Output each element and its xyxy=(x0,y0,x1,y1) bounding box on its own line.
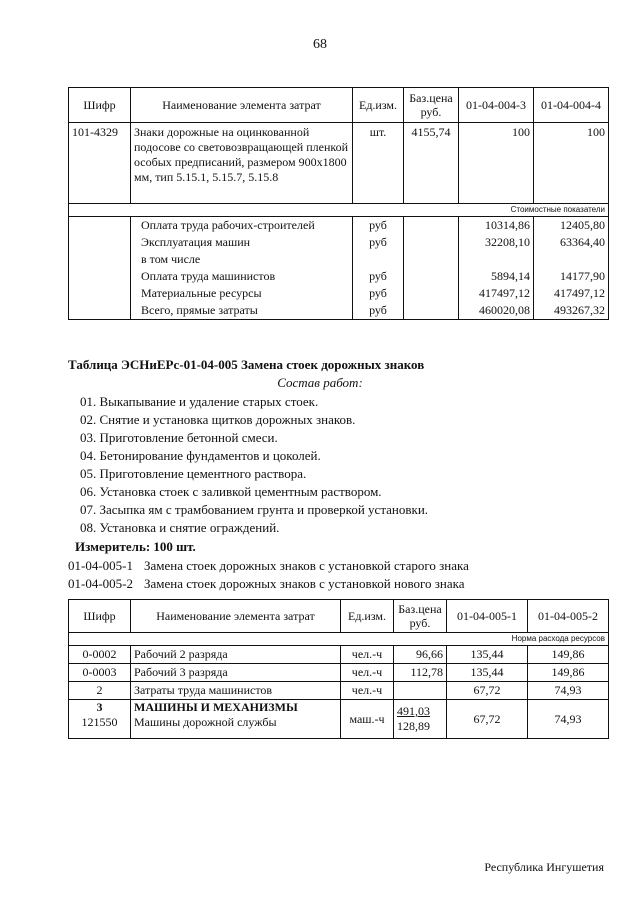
header-unit: Ед.изм. xyxy=(341,600,394,633)
machine-name: Машины дорожной службы xyxy=(134,715,277,729)
machine-value-2: 74,93 xyxy=(528,700,609,739)
row-value-1: 135,44 xyxy=(447,646,528,664)
footer-region: Республика Ингушетия xyxy=(484,860,604,874)
list-item: 04. Бетонирование фундаментов и цоколей. xyxy=(80,448,321,463)
table-row xyxy=(69,646,609,664)
cost-row-name: в том числе xyxy=(131,251,353,268)
row-name: Рабочий 2 разряда xyxy=(131,646,341,664)
header-name: Наименование элемента затрат xyxy=(131,88,353,123)
cost-row-name: Материальные ресурсы xyxy=(131,285,353,302)
cost-row-value-1: 10314,86 xyxy=(459,217,534,235)
list-item: 06. Установка стоек с заливкой цементным раствором. xyxy=(80,484,382,499)
cost-row-value-2: 493267,32 xyxy=(534,302,609,320)
table-row xyxy=(69,285,609,302)
header-code: Шифр xyxy=(69,600,131,633)
cost-row-value-2 xyxy=(534,251,609,268)
cost-row-name: Оплата труда машинистов xyxy=(131,268,353,285)
cost-row-value-2: 63364,40 xyxy=(534,234,609,251)
header-price: Баз.цена руб. xyxy=(404,88,459,123)
row-name: Рабочий 3 разряда xyxy=(131,664,341,682)
row-code: 0-0002 xyxy=(69,646,131,664)
cost-row-unit: руб xyxy=(353,217,404,235)
table-header-row xyxy=(69,88,609,123)
row-value-2: 149,86 xyxy=(528,664,609,682)
machine-unit: маш.-ч xyxy=(341,700,394,739)
item-unit: шт. xyxy=(353,123,404,204)
row-price xyxy=(394,682,447,700)
list-item: 08. Установка и снятие ограждений. xyxy=(80,520,280,535)
table-row xyxy=(69,217,609,235)
cost-row-value-2: 417497,12 xyxy=(534,285,609,302)
machine-section-code: 3 xyxy=(96,700,103,714)
cost-row-unit: руб xyxy=(353,234,404,251)
list-item: 01. Выкапывание и удаление старых стоек. xyxy=(80,394,319,409)
row-value-1: 135,44 xyxy=(447,664,528,682)
list-item: 02. Снятие и установка щитков дорожных знаков. xyxy=(80,412,356,427)
cost-row-value-1: 32208,10 xyxy=(459,234,534,251)
table-header-row xyxy=(69,600,609,633)
row-unit: чел.-ч xyxy=(341,664,394,682)
cost-row-name: Эксплуатация машин xyxy=(131,234,353,251)
header-variant-2: 01-04-004-4 xyxy=(534,88,609,123)
variant-code: 01-04-005-1 xyxy=(68,558,133,573)
cost-row-unit: руб xyxy=(353,285,404,302)
row-price: 96,66 xyxy=(394,646,447,664)
machine-price-cell xyxy=(394,700,447,739)
row-code: 0-0003 xyxy=(69,664,131,682)
cost-row-unit: руб xyxy=(353,302,404,320)
cost-row-unit: руб xyxy=(353,268,404,285)
list-item: 03. Приготовление бетонной смеси. xyxy=(80,430,278,445)
machine-price: 491,03 xyxy=(397,704,430,718)
header-unit: Ед.изм. xyxy=(353,88,404,123)
cost-row-value-1 xyxy=(459,251,534,268)
band-label: Норма расхода ресурсов xyxy=(69,633,609,646)
machine-price-2: 128,89 xyxy=(397,719,430,733)
item-value-2: 100 xyxy=(534,123,609,204)
list-item: 07. Засыпка ям с трамбованием грунта и проверкой установки. xyxy=(80,502,429,517)
row-price: 112,78 xyxy=(394,664,447,682)
meter-label: Измеритель: 100 шт. xyxy=(75,539,196,554)
item-value-1: 100 xyxy=(459,123,534,204)
cost-row-name: Всего, прямые затраты xyxy=(131,302,353,320)
variants-list xyxy=(68,557,469,593)
machine-value-1: 67,72 xyxy=(447,700,528,739)
item-code: 101-4329 xyxy=(69,123,131,204)
machine-code-cell xyxy=(69,700,131,739)
table-row xyxy=(69,664,609,682)
machine-code: 121550 xyxy=(81,715,118,729)
resource-table-01-04-005 xyxy=(68,599,609,739)
variant-text: Замена стоек дорожных знаков с установкой нового знака xyxy=(144,576,465,591)
cost-table-01-04-004 xyxy=(68,87,609,320)
row-code: 2 xyxy=(69,682,131,700)
cost-row-value-1: 5894,14 xyxy=(459,268,534,285)
operations-list xyxy=(80,393,428,537)
row-value-2: 74,93 xyxy=(528,682,609,700)
header-variant-2: 01-04-005-2 xyxy=(528,600,609,633)
row-name: Затраты труда машинистов xyxy=(131,682,341,700)
row-unit: чел.-ч xyxy=(341,682,394,700)
variant-code: 01-04-005-2 xyxy=(68,576,133,591)
header-price: Баз.цена руб. xyxy=(394,600,447,633)
table-caption: Таблица ЭСНиЕРс-01-04-005 Замена стоек дорожных знаков xyxy=(68,357,425,372)
band-label: Стоимостные показатели xyxy=(69,204,609,217)
variant-text: Замена стоек дорожных знаков с установкой старого знака xyxy=(144,558,469,573)
row-unit: чел.-ч xyxy=(341,646,394,664)
table-row xyxy=(69,700,609,739)
row-value-2: 149,86 xyxy=(528,646,609,664)
band-row xyxy=(69,204,609,217)
works-subcaption: Состав работ: xyxy=(277,375,363,390)
header-variant-1: 01-04-004-3 xyxy=(459,88,534,123)
cost-row-value-2: 12405,80 xyxy=(534,217,609,235)
table-row xyxy=(69,302,609,320)
variant-line xyxy=(68,557,469,575)
header-name: Наименование элемента затрат xyxy=(131,600,341,633)
header-code: Шифр xyxy=(69,88,131,123)
row-value-1: 67,72 xyxy=(447,682,528,700)
cost-row-value-2: 14177,90 xyxy=(534,268,609,285)
band-row xyxy=(69,633,609,646)
item-price: 4155,74 xyxy=(404,123,459,204)
table-row xyxy=(69,682,609,700)
list-item: 05. Приготовление цементного раствора. xyxy=(80,466,307,481)
cost-row-value-1: 460020,08 xyxy=(459,302,534,320)
machine-name-cell xyxy=(131,700,341,739)
cost-row-value-1: 417497,12 xyxy=(459,285,534,302)
header-variant-1: 01-04-005-1 xyxy=(447,600,528,633)
table-row xyxy=(69,234,609,251)
table-row xyxy=(69,251,609,268)
cost-row-name: Оплата труда рабочих-строителей xyxy=(131,217,353,235)
table-row xyxy=(69,268,609,285)
item-name: Знаки дорожные на оцинкованной подосове со световозвращающей пленкой особых предписаний, размером 900х1800 мм, тип 5.15.1, 5.15.7, 5.15.8 xyxy=(131,123,353,204)
variant-line xyxy=(68,575,469,593)
page-number: 68 xyxy=(313,37,327,52)
cost-row-unit xyxy=(353,251,404,268)
table-row xyxy=(69,123,609,204)
machine-section-name: МАШИНЫ И МЕХАНИЗМЫ xyxy=(134,700,298,714)
